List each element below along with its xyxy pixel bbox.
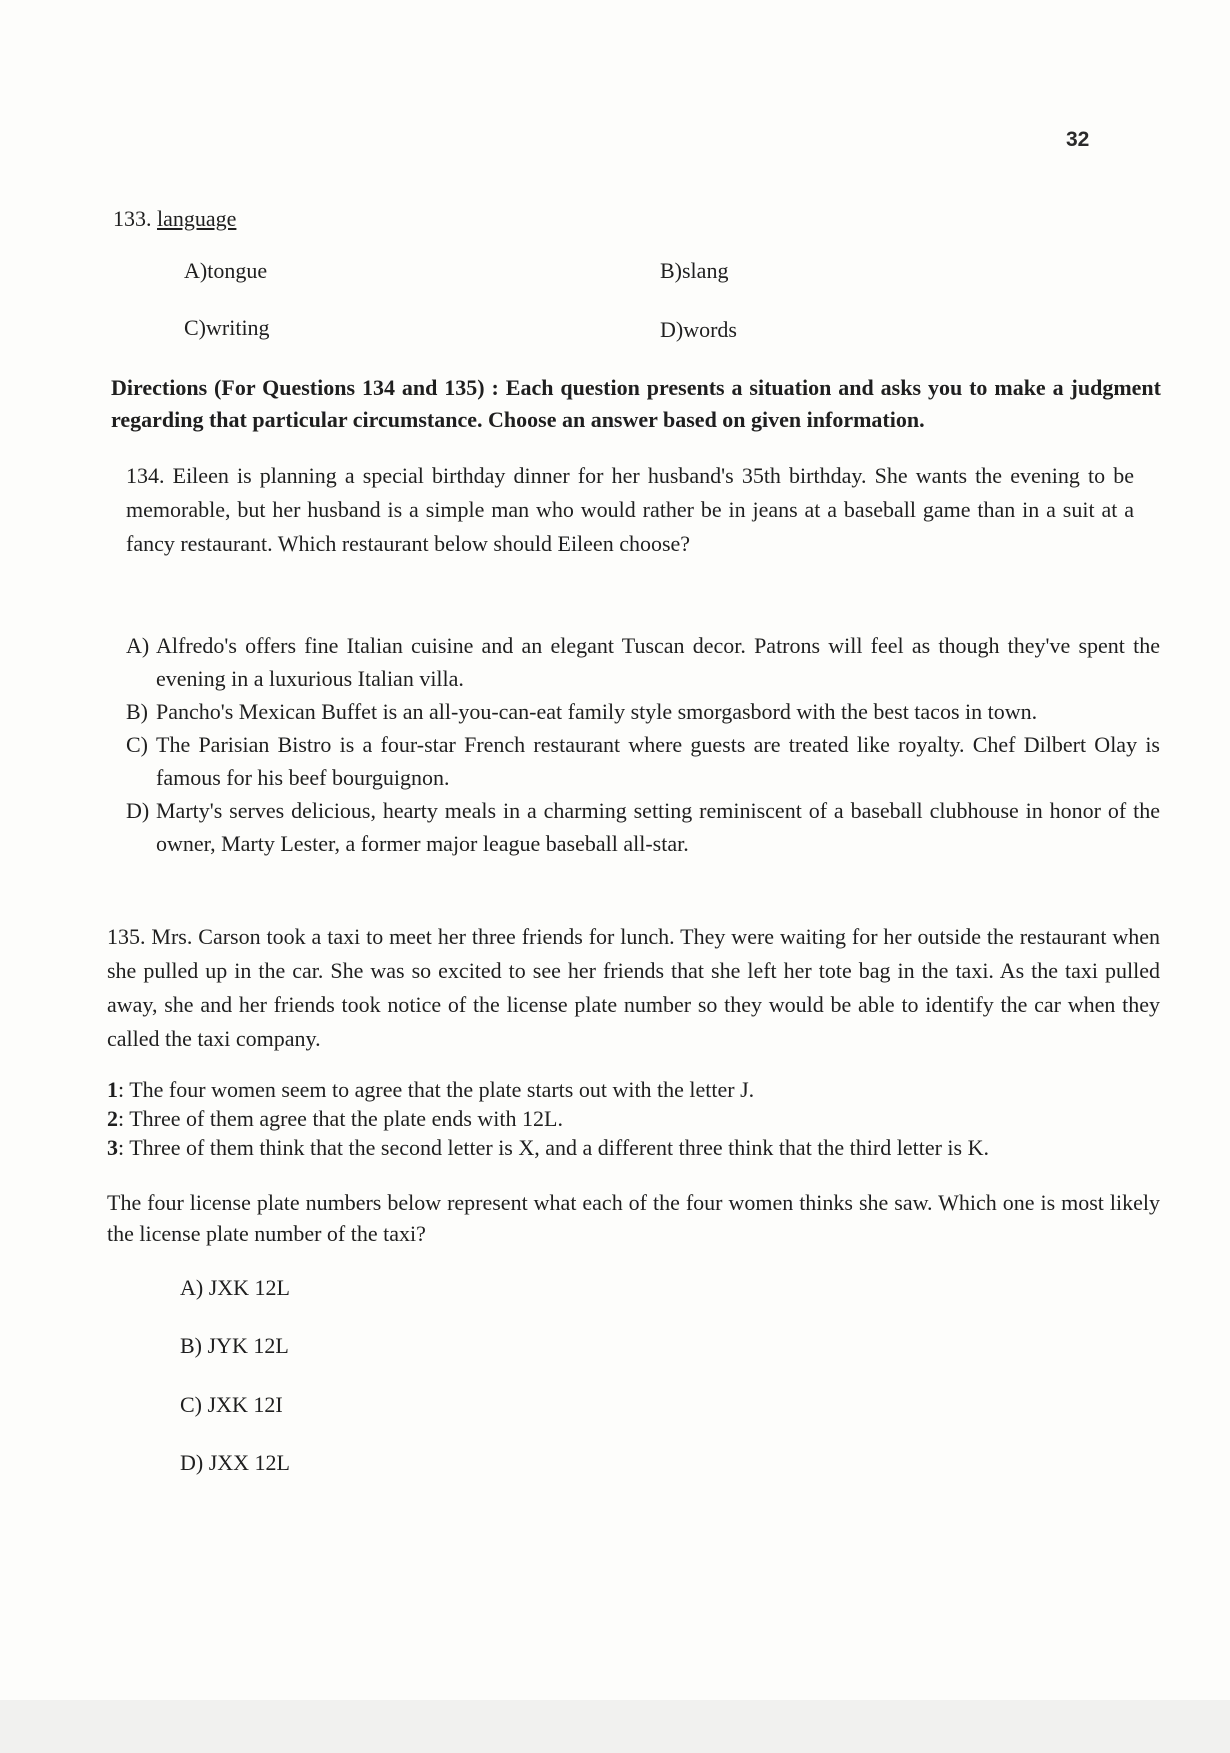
statement-1: 1: The four women seem to agree that the plate starts out with the letter J.: [107, 1077, 755, 1102]
q135-option-d: D) JXX 12L: [180, 1450, 290, 1475]
scan-bottom-margin: [0, 1700, 1230, 1753]
statement-3: 3: Three of them think that the second letter is X, and a different three think that the third letter is K.: [107, 1135, 989, 1160]
question-135-prompt: The four license plate numbers below represent what each of the four women thinks she saw. Which one is most likely the license plate number of the taxi?: [107, 1190, 1160, 1246]
q134-option-b: B) Pancho's Mexican Buffet is an all-you-can-eat family style smorgasbord with the best tacos in town.: [126, 699, 1038, 724]
q133-option-a: A)tongue: [184, 258, 268, 283]
q135-option-a: A) JXK 12L: [180, 1275, 290, 1300]
directions-heading: Directions (For Questions 134 and 135) : Each question presents a situation and asks you to make a judgment regarding that particular circumstance. Choose an answer based on given information.: [111, 375, 1161, 432]
page-number: 32: [1066, 128, 1090, 151]
question-133-stem: [113, 206, 236, 232]
question-135-text: 135. Mrs. Carson took a taxi to meet her three friends for lunch. They were waiting for her outside the restaurant when she pulled up in the car. She was so excited to see her friends that she left her tote bag in the taxi. As the taxi pulled away, she and her friends took notice of the license plate number so they would be able to identify the car when they called the taxi company.: [107, 924, 1160, 1051]
underlined-word: language: [157, 206, 237, 231]
q134-option-c: C) The Parisian Bistro is a four-star French restaurant where guests are treated like royalty. Chef Dilbert Olay is famous for his beef bourguignon.: [126, 732, 1160, 790]
q134-option-a: A) Alfredo's offers fine Italian cuisine and an elegant Tuscan decor. Patrons will feel as though they've spent the evening in a luxurious Italian villa.: [126, 633, 1160, 691]
question-134-text: 134. Eileen is planning a special birthday dinner for her husband's 35th birthday. She wants the evening to be memorable, but her husband is a simple man who would rather be in jeans at a baseball game than in a suit at a fancy restaurant. Which restaurant below should Eileen choose?: [126, 463, 1134, 556]
q133-option-d: D)words: [660, 317, 737, 342]
question-number: 133.: [113, 206, 152, 231]
q135-statements: [107, 1075, 1160, 1162]
q133-option-c: C)writing: [184, 315, 270, 340]
q134-options: [126, 629, 1160, 860]
q134-option-d: D) Marty's serves delicious, hearty meals in a charming setting reminiscent of a baseball clubhouse in honor of the owner, Marty Lester, a former major league baseball all-star.: [126, 798, 1160, 856]
q133-option-b: B)slang: [660, 258, 729, 283]
q135-option-b: B) JYK 12L: [180, 1333, 289, 1358]
q135-option-c: C) JXK 12I: [180, 1392, 283, 1417]
statement-2: 2: Three of them agree that the plate ends with 12L.: [107, 1106, 563, 1131]
